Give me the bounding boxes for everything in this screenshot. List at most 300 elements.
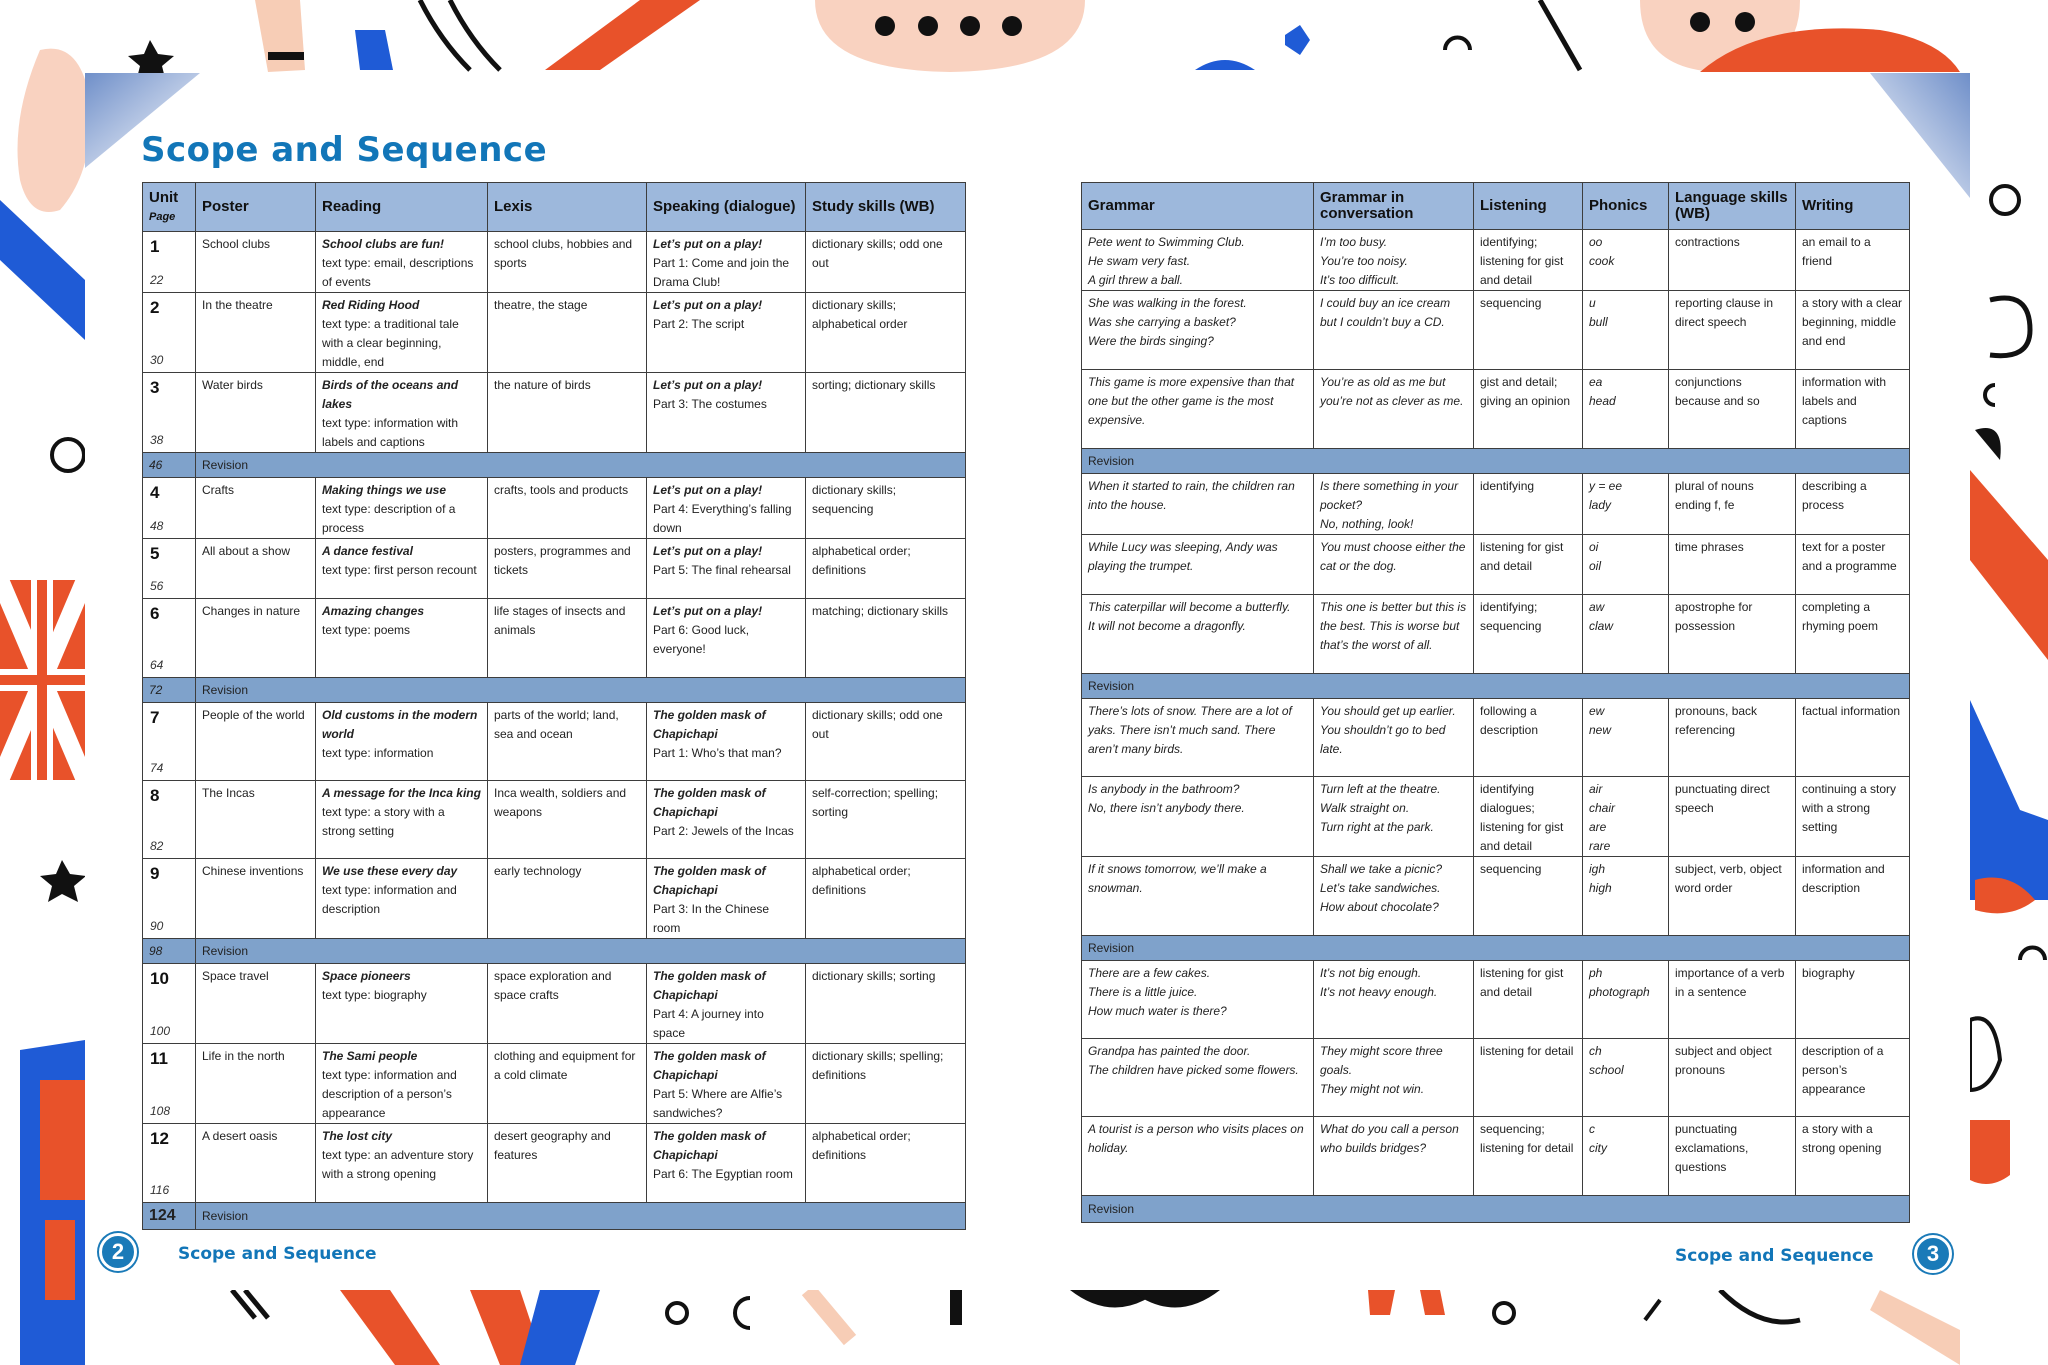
- listening-cell: identifying: [1474, 474, 1583, 535]
- phonics-cell: [1583, 961, 1669, 1039]
- conversation-line: You’re too noisy.: [1320, 254, 1408, 268]
- unit-cell: [143, 859, 196, 939]
- reading-text-type: text type: poems: [322, 623, 411, 637]
- phonics-line: head: [1589, 394, 1616, 408]
- reading-title: Space pioneers: [322, 969, 411, 983]
- speaking-cell: [647, 964, 806, 1044]
- grammar-line: She was walking in the forest.: [1088, 296, 1247, 310]
- reading-cell: [316, 539, 488, 599]
- speaking-title: Let’s put on a play!: [653, 298, 763, 312]
- phonics-line: oo: [1589, 235, 1603, 249]
- grammar-line: How much water is there?: [1088, 1004, 1227, 1018]
- col-header-unit: [143, 183, 196, 232]
- grammar-line: There are a few cakes.: [1088, 966, 1211, 980]
- lexis-cell: Inca wealth, soldiers and weapons: [488, 781, 647, 859]
- scope-table-right: [1081, 182, 1910, 1223]
- speaking-title: Let’s put on a play!: [653, 604, 763, 618]
- unit-cell: [143, 1044, 196, 1124]
- phonics-line: air: [1589, 782, 1603, 796]
- phonics-line: u: [1589, 296, 1596, 310]
- conversation-line: Walk straight on.: [1320, 801, 1410, 815]
- revision-row: [143, 1203, 966, 1230]
- unit-page: 116: [150, 1183, 170, 1197]
- conversation-line: They might not win.: [1320, 1082, 1425, 1096]
- lexis-cell: life stages of insects and animals: [488, 599, 647, 678]
- revision-row: [1082, 449, 1910, 474]
- poster-cell: School clubs: [196, 232, 316, 293]
- phonics-line: y = ee: [1589, 479, 1623, 493]
- reading-text-type: text type: information and description: [322, 883, 457, 916]
- phonics-line: chair: [1589, 801, 1616, 815]
- unit-row: [143, 964, 966, 1044]
- speaking-title: Let’s put on a play!: [653, 237, 763, 251]
- grammar-line: The children have picked some flowers.: [1088, 1063, 1299, 1077]
- col-header-writing: Writing: [1796, 183, 1910, 230]
- conversation-line: Turn left at the theatre.: [1320, 782, 1441, 796]
- col-header-reading: Reading: [316, 183, 488, 232]
- reading-text-type: text type: information and description of a person’s appearance: [322, 1068, 457, 1120]
- grammar-cell: [1082, 474, 1314, 535]
- speaking-title: The golden mask of Chapichapi: [653, 708, 766, 741]
- unit-page: 100: [150, 1024, 171, 1038]
- speaking-title: The golden mask of Chapichapi: [653, 864, 766, 897]
- grammar-line: Pete went to Swimming Club.: [1088, 235, 1245, 249]
- grammar-conversation-cell: [1314, 535, 1474, 595]
- conversation-line: I could buy an ice cream but I couldn’t buy a CD.: [1320, 296, 1451, 329]
- unit-number: 9: [150, 864, 160, 883]
- conversation-line: This one is better but this is the best. This is worse but that’s the worst of all.: [1320, 600, 1467, 652]
- grammar-cell: [1082, 535, 1314, 595]
- writing-cell: description of a person’s appearance: [1796, 1039, 1910, 1117]
- unit-page: 64: [150, 658, 164, 672]
- language-skills-cell: subject, verb, object word order: [1669, 857, 1796, 936]
- col-header-page-label: Page: [149, 210, 176, 223]
- revision-page-number: 98: [149, 944, 163, 958]
- unit-row: [1082, 474, 1910, 535]
- col-header-speaking: Speaking (dialogue): [647, 183, 806, 232]
- phonics-line: ch: [1589, 1044, 1602, 1058]
- col-header-poster: Poster: [196, 183, 316, 232]
- grammar-conversation-cell: [1314, 699, 1474, 777]
- grammar-line: While Lucy was sleeping, Andy was playing the trumpet.: [1088, 540, 1278, 573]
- grammar-cell: [1082, 595, 1314, 674]
- speaking-cell: [647, 703, 806, 781]
- study-skills-cell: sorting; dictionary skills: [806, 373, 966, 453]
- grammar-line: Grandpa has painted the door.: [1088, 1044, 1251, 1058]
- phonics-line: oil: [1589, 559, 1602, 573]
- speaking-part: Part 3: In the Chinese room: [653, 902, 770, 935]
- phonics-cell: [1583, 777, 1669, 857]
- speaking-cell: [647, 781, 806, 859]
- unit-row: [143, 539, 966, 599]
- grammar-conversation-cell: [1314, 1117, 1474, 1196]
- language-skills-cell: apostrophe for possession: [1669, 595, 1796, 674]
- unit-row: [1082, 595, 1910, 674]
- speaking-cell: [647, 539, 806, 599]
- grammar-line: Were the birds singing?: [1088, 334, 1214, 348]
- revision-label: Revision: [196, 678, 966, 703]
- grammar-cell: [1082, 961, 1314, 1039]
- scope-table-left: [142, 182, 966, 1230]
- unit-row: [1082, 1117, 1910, 1196]
- unit-cell: [143, 478, 196, 539]
- grammar-cell: [1082, 1117, 1314, 1196]
- speaking-title: Let’s put on a play!: [653, 378, 763, 392]
- grammar-conversation-cell: [1314, 230, 1474, 291]
- unit-row: [1082, 699, 1910, 777]
- grammar-line: This caterpillar will become a butterfly.: [1088, 600, 1291, 614]
- grammar-line: A tourist is a person who visits places on holiday.: [1088, 1122, 1304, 1155]
- study-skills-cell: dictionary skills; odd one out: [806, 232, 966, 293]
- conversation-line: You should get up earlier.: [1320, 704, 1456, 718]
- conversation-line: How about chocolate?: [1320, 900, 1439, 914]
- reading-title: Birds of the oceans and lakes: [322, 378, 459, 411]
- unit-number: 1: [150, 237, 160, 256]
- reading-cell: [316, 964, 488, 1044]
- study-skills-cell: alphabetical order; definitions: [806, 859, 966, 939]
- conversation-line: It’s not heavy enough.: [1320, 985, 1438, 999]
- grammar-line: It will not become a dragonfly.: [1088, 619, 1246, 633]
- reading-cell: [316, 1044, 488, 1124]
- writing-cell: information and description: [1796, 857, 1910, 936]
- listening-cell: identifying dialogues; listening for gist and detail: [1474, 777, 1583, 857]
- unit-row: [143, 232, 966, 293]
- unit-number: 5: [150, 544, 160, 563]
- unit-page: 82: [150, 839, 164, 853]
- reading-title: Red Riding Hood: [322, 298, 420, 312]
- col-header-unit-label: Unit: [149, 188, 179, 206]
- reading-title: Amazing changes: [322, 604, 425, 618]
- phonics-line: c: [1589, 1122, 1595, 1136]
- writing-cell: text for a poster and a programme: [1796, 535, 1910, 595]
- revision-row: [143, 678, 966, 703]
- phonics-line: cook: [1589, 254, 1615, 268]
- speaking-part: Part 4: Everything’s falling down: [653, 502, 792, 535]
- grammar-line: Is anybody in the bathroom?: [1088, 782, 1240, 796]
- poster-cell: Water birds: [196, 373, 316, 453]
- grammar-conversation-cell: [1314, 961, 1474, 1039]
- unit-row: [1082, 857, 1910, 936]
- phonics-line: igh: [1589, 862, 1606, 876]
- conversation-line: They might score three goals.: [1320, 1044, 1443, 1077]
- writing-cell: biography: [1796, 961, 1910, 1039]
- revision-label: Revision: [196, 1203, 966, 1230]
- language-skills-cell: conjunctions because and so: [1669, 370, 1796, 449]
- phonics-cell: [1583, 370, 1669, 449]
- conversation-line: No, nothing, look!: [1320, 517, 1414, 531]
- grammar-line: This game is more expensive than that one but the other game is the most expensive.: [1088, 375, 1295, 427]
- speaking-cell: [647, 859, 806, 939]
- lexis-cell: space exploration and space crafts: [488, 964, 647, 1044]
- language-skills-cell: pronouns, back referencing: [1669, 699, 1796, 777]
- speaking-part: Part 1: Who’s that man?: [653, 746, 782, 760]
- language-skills-cell: reporting clause in direct speech: [1669, 291, 1796, 370]
- phonics-cell: [1583, 857, 1669, 936]
- speaking-title: The golden mask of Chapichapi: [653, 1129, 766, 1162]
- phonics-cell: [1583, 230, 1669, 291]
- reading-title: The Sami people: [322, 1049, 418, 1063]
- grammar-line: There’s lots of snow. There are a lot of yaks. There isn’t much sand. There aren’t many birds.: [1088, 704, 1292, 756]
- poster-cell: Crafts: [196, 478, 316, 539]
- study-skills-cell: alphabetical order; definitions: [806, 539, 966, 599]
- speaking-cell: [647, 293, 806, 373]
- grammar-conversation-cell: [1314, 595, 1474, 674]
- reading-text-type: text type: an adventure story with a strong opening: [322, 1148, 474, 1181]
- study-skills-cell: dictionary skills; sorting: [806, 964, 966, 1044]
- phonics-line: bull: [1589, 315, 1608, 329]
- poster-cell: In the theatre: [196, 293, 316, 373]
- unit-row: [143, 293, 966, 373]
- revision-row: [1082, 674, 1910, 699]
- poster-cell: Life in the north: [196, 1044, 316, 1124]
- speaking-title: The golden mask of Chapichapi: [653, 786, 766, 819]
- conversation-line: Shall we take a picnic?: [1320, 862, 1443, 876]
- writing-cell: describing a process: [1796, 474, 1910, 535]
- conversation-line: I’m too busy.: [1320, 235, 1388, 249]
- language-skills-cell: punctuating exclamations, questions: [1669, 1117, 1796, 1196]
- grammar-line: When it started to rain, the children ran into the house.: [1088, 479, 1295, 512]
- poster-cell: Changes in nature: [196, 599, 316, 678]
- phonics-line: are: [1589, 820, 1607, 834]
- unit-row: [143, 859, 966, 939]
- col-header-grammar: Grammar: [1082, 183, 1314, 230]
- language-skills-cell: subject and object pronouns: [1669, 1039, 1796, 1117]
- lexis-cell: clothing and equipment for a cold climate: [488, 1044, 647, 1124]
- conversation-line: What do you call a person who builds bridges?: [1320, 1122, 1459, 1155]
- language-skills-cell: contractions: [1669, 230, 1796, 291]
- revision-label: Revision: [196, 453, 966, 478]
- speaking-cell: [647, 1124, 806, 1203]
- revision-page-cell: [143, 1203, 196, 1230]
- grammar-line: A girl threw a ball.: [1088, 273, 1183, 287]
- reading-title: We use these every day: [322, 864, 458, 878]
- unit-row: [1082, 291, 1910, 370]
- unit-number: 7: [150, 708, 160, 727]
- grammar-conversation-cell: [1314, 777, 1474, 857]
- unit-cell: [143, 599, 196, 678]
- lexis-cell: crafts, tools and products: [488, 478, 647, 539]
- revision-row: [1082, 936, 1910, 961]
- speaking-part: Part 5: The final rehearsal: [653, 563, 791, 577]
- speaking-title: The golden mask of Chapichapi: [653, 969, 766, 1002]
- reading-cell: [316, 781, 488, 859]
- page-number-left: 2: [99, 1233, 137, 1271]
- revision-page-cell: [143, 939, 196, 964]
- unit-page: 30: [150, 353, 164, 367]
- unit-cell: [143, 232, 196, 293]
- revision-row: [143, 453, 966, 478]
- conversation-line: You shouldn’t go to bed late.: [1320, 723, 1446, 756]
- study-skills-cell: dictionary skills; alphabetical order: [806, 293, 966, 373]
- language-skills-cell: time phrases: [1669, 535, 1796, 595]
- unit-page: 74: [150, 761, 164, 775]
- grammar-line: No, there isn’t anybody there.: [1088, 801, 1245, 815]
- speaking-part: Part 6: The Egyptian room: [653, 1167, 793, 1181]
- grammar-cell: [1082, 230, 1314, 291]
- page-title: Scope and Sequence: [141, 130, 548, 170]
- listening-cell: following a description: [1474, 699, 1583, 777]
- grammar-conversation-cell: [1314, 1039, 1474, 1117]
- reading-title: The lost city: [322, 1129, 393, 1143]
- reading-text-type: text type: biography: [322, 988, 427, 1002]
- phonics-line: aw: [1589, 600, 1605, 614]
- listening-cell: sequencing: [1474, 857, 1583, 936]
- revision-label: Revision: [1082, 674, 1910, 699]
- reading-text-type: text type: description of a process: [322, 502, 456, 535]
- grammar-cell: [1082, 1039, 1314, 1117]
- phonics-line: lady: [1589, 498, 1612, 512]
- revision-row: [143, 939, 966, 964]
- phonics-line: ew: [1589, 704, 1605, 718]
- revision-label: Revision: [1082, 449, 1910, 474]
- unit-cell: [143, 373, 196, 453]
- unit-page: 108: [150, 1104, 171, 1118]
- unit-cell: [143, 1124, 196, 1203]
- phonics-line: ea: [1589, 375, 1603, 389]
- revision-page-number: 46: [149, 458, 163, 472]
- phonics-line: city: [1589, 1141, 1607, 1155]
- unit-row: [1082, 777, 1910, 857]
- grammar-line: Was she carrying a basket?: [1088, 315, 1236, 329]
- listening-cell: listening for gist and detail: [1474, 961, 1583, 1039]
- unit-number: 11: [150, 1049, 168, 1068]
- unit-number: 12: [150, 1129, 169, 1148]
- conversation-line: You must choose either the cat or the dog.: [1320, 540, 1466, 573]
- phonics-line: ph: [1589, 966, 1603, 980]
- grammar-cell: [1082, 291, 1314, 370]
- phonics-cell: [1583, 291, 1669, 370]
- poster-cell: People of the world: [196, 703, 316, 781]
- col-header-lexis: Lexis: [488, 183, 647, 232]
- listening-cell: identifying; sequencing: [1474, 595, 1583, 674]
- poster-cell: A desert oasis: [196, 1124, 316, 1203]
- revision-page-number: 124: [149, 1207, 176, 1224]
- col-header-grammar-in-conversation: Grammar in conversation: [1314, 183, 1474, 230]
- revision-label: Revision: [1082, 1196, 1910, 1223]
- reading-title: School clubs are fun!: [322, 237, 445, 251]
- header-row: [143, 183, 966, 232]
- phonics-line: oi: [1589, 540, 1599, 554]
- unit-row: [1082, 230, 1910, 291]
- unit-row: [143, 703, 966, 781]
- conversation-line: It’s not big enough.: [1320, 966, 1422, 980]
- writing-cell: continuing a story with a strong setting: [1796, 777, 1910, 857]
- speaking-title: Let’s put on a play!: [653, 544, 763, 558]
- unit-number: 4: [150, 483, 160, 502]
- reading-title: Old customs in the modern world: [322, 708, 478, 741]
- speaking-title: Let’s put on a play!: [653, 483, 763, 497]
- speaking-cell: [647, 478, 806, 539]
- grammar-line: If it snows tomorrow, we’ll make a snowman.: [1088, 862, 1267, 895]
- poster-cell: Space travel: [196, 964, 316, 1044]
- reading-title: A dance festival: [322, 544, 413, 558]
- reading-cell: [316, 232, 488, 293]
- poster-cell: All about a show: [196, 539, 316, 599]
- unit-cell: [143, 539, 196, 599]
- grammar-cell: [1082, 777, 1314, 857]
- lexis-cell: desert geography and features: [488, 1124, 647, 1203]
- conversation-line: Let’s take sandwiches.: [1320, 881, 1441, 895]
- unit-row: [1082, 961, 1910, 1039]
- col-header-study-skills: Study skills (WB): [806, 183, 966, 232]
- footer-title-right: Scope and Sequence: [1675, 1246, 1874, 1266]
- grammar-conversation-cell: [1314, 474, 1474, 535]
- study-skills-cell: alphabetical order; definitions: [806, 1124, 966, 1203]
- grammar-cell: [1082, 699, 1314, 777]
- reading-cell: [316, 1124, 488, 1203]
- grammar-cell: [1082, 857, 1314, 936]
- phonics-line: rare: [1589, 839, 1611, 853]
- revision-page-number: 72: [149, 683, 163, 697]
- unit-row: [143, 1044, 966, 1124]
- phonics-line: new: [1589, 723, 1612, 737]
- lexis-cell: parts of the world; land, sea and ocean: [488, 703, 647, 781]
- unit-row: [1082, 535, 1910, 595]
- revision-page-cell: [143, 453, 196, 478]
- col-header-phonics: Phonics: [1583, 183, 1669, 230]
- language-skills-cell: importance of a verb in a sentence: [1669, 961, 1796, 1039]
- reading-text-type: text type: information with labels and captions: [322, 416, 459, 449]
- header-row: [1082, 183, 1910, 230]
- listening-cell: sequencing: [1474, 291, 1583, 370]
- phonics-line: school: [1589, 1063, 1624, 1077]
- writing-cell: factual information: [1796, 699, 1910, 777]
- phonics-cell: [1583, 1039, 1669, 1117]
- reading-title: Making things we use: [322, 483, 447, 497]
- reading-cell: [316, 293, 488, 373]
- speaking-part: Part 3: The costumes: [653, 397, 767, 411]
- writing-cell: completing a rhyming poem: [1796, 595, 1910, 674]
- reading-text-type: text type: a story with a strong setting: [322, 805, 445, 838]
- revision-row: [1082, 1196, 1910, 1223]
- reading-cell: [316, 478, 488, 539]
- unit-row: [143, 478, 966, 539]
- unit-page: 56: [150, 579, 164, 593]
- unit-cell: [143, 781, 196, 859]
- phonics-line: claw: [1589, 619, 1614, 633]
- unit-page: 22: [150, 273, 164, 287]
- conversation-line: You’re as old as me but you’re not as clever as me.: [1320, 375, 1464, 408]
- lexis-cell: the nature of birds: [488, 373, 647, 453]
- study-skills-cell: matching; dictionary skills: [806, 599, 966, 678]
- col-header-language-skills: Language skills (WB): [1669, 183, 1796, 230]
- unit-row: [1082, 1039, 1910, 1117]
- study-skills-cell: dictionary skills; sequencing: [806, 478, 966, 539]
- grammar-line: He swam very fast.: [1088, 254, 1191, 268]
- unit-page: 48: [150, 519, 164, 533]
- listening-cell: sequencing; listening for detail: [1474, 1117, 1583, 1196]
- reading-text-type: text type: first person recount: [322, 563, 477, 577]
- unit-number: 3: [150, 378, 160, 397]
- grammar-conversation-cell: [1314, 857, 1474, 936]
- phonics-cell: [1583, 699, 1669, 777]
- writing-cell: a story with a strong opening: [1796, 1117, 1910, 1196]
- listening-cell: listening for gist and detail: [1474, 535, 1583, 595]
- revision-label: Revision: [196, 939, 966, 964]
- grammar-cell: [1082, 370, 1314, 449]
- lexis-cell: early technology: [488, 859, 647, 939]
- unit-row: [143, 599, 966, 678]
- revision-page-cell: [143, 678, 196, 703]
- reading-text-type: text type: a traditional tale with a clear beginning, middle, end: [322, 317, 459, 369]
- lexis-cell: school clubs, hobbies and sports: [488, 232, 647, 293]
- speaking-part: Part 2: Jewels of the Incas: [653, 824, 794, 838]
- unit-number: 6: [150, 604, 160, 623]
- reading-cell: [316, 599, 488, 678]
- poster-cell: Chinese inventions: [196, 859, 316, 939]
- phonics-cell: [1583, 1117, 1669, 1196]
- unit-row: [143, 373, 966, 453]
